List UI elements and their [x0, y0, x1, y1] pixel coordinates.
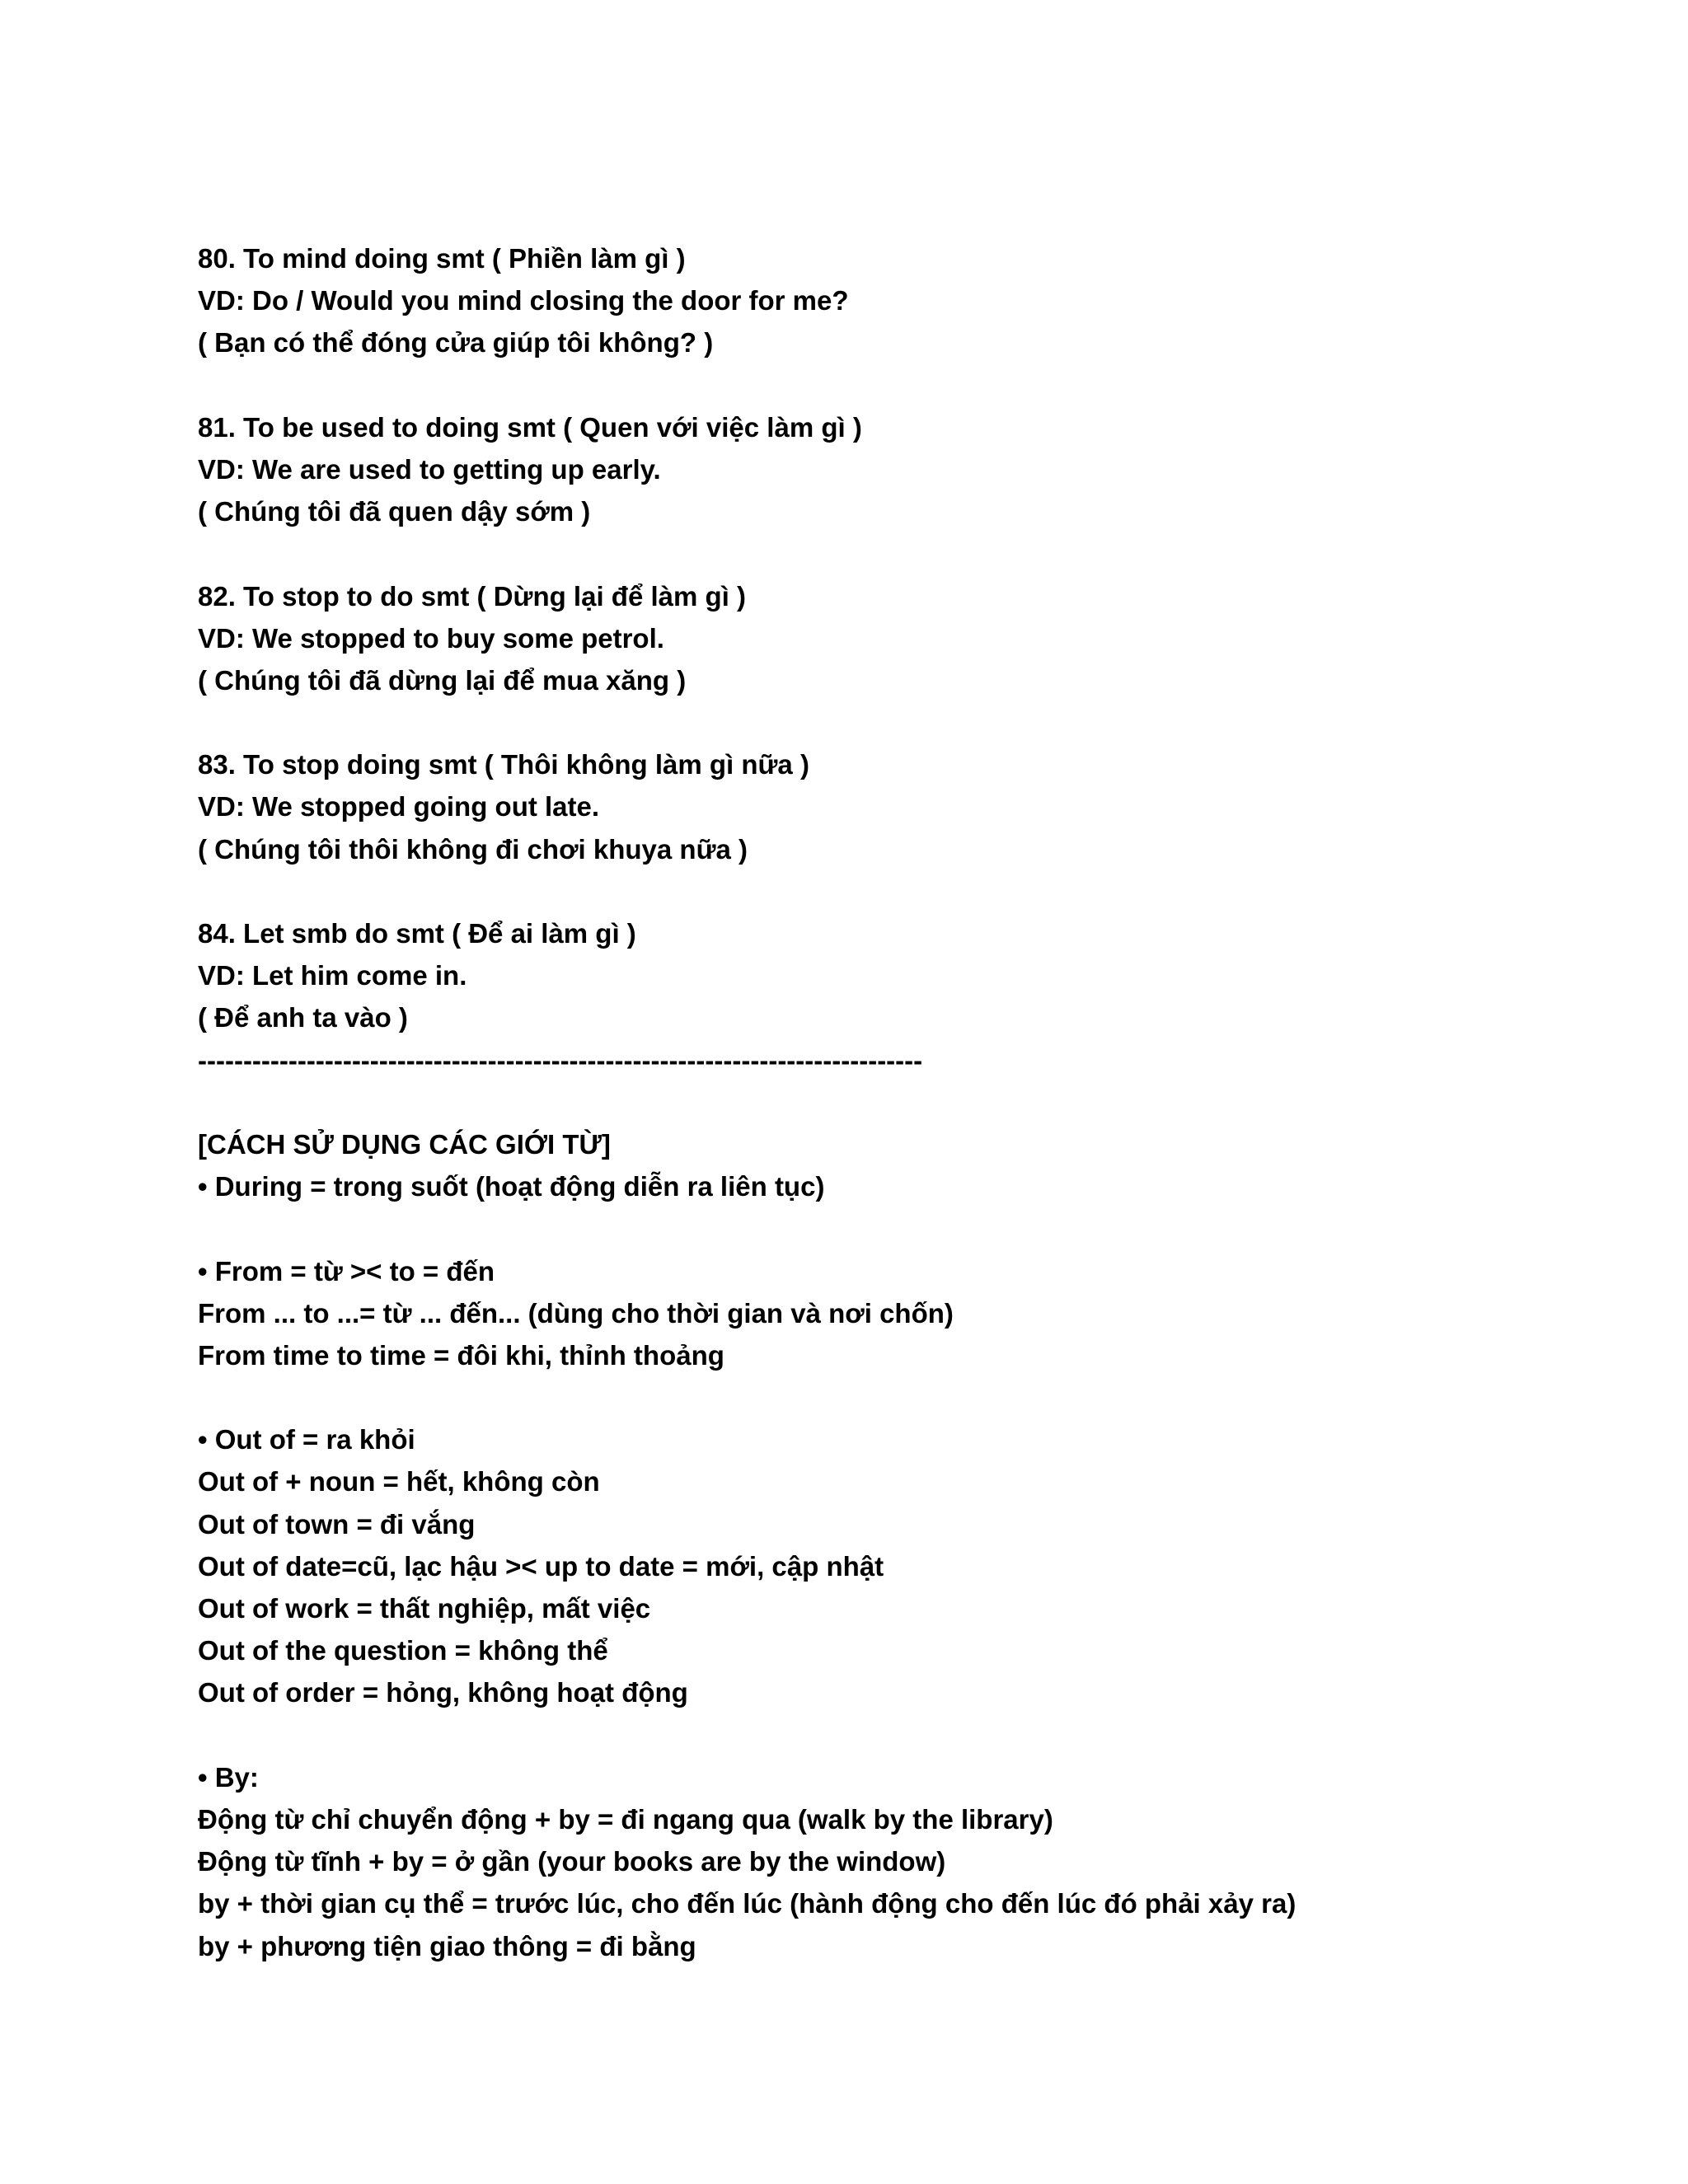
out-of-line: Out of the question = không thể: [198, 1635, 608, 1666]
section-example: VD: Do / Would you mind closing the door for me?: [198, 285, 849, 316]
out-of-line: Out of order = hỏng, không hoạt động: [198, 1677, 688, 1708]
from-line: From time to time = đôi khi, thỉnh thoảng: [198, 1339, 724, 1371]
bullet-by: • By:: [198, 1761, 259, 1793]
section-translation: ( Chúng tôi đã dừng lại để mua xăng ): [198, 664, 687, 696]
spacer: [198, 1376, 1648, 1418]
prepositions-heading: [CÁCH SỬ DỤNG CÁC GIỚI TỪ]: [198, 1128, 611, 1160]
section-title: 83. To stop doing smt ( Thôi không làm gì nữa ): [198, 749, 809, 780]
section-81: [198, 406, 1648, 533]
section-title: 82. To stop to do smt ( Dừng lại để làm gì ): [198, 580, 746, 612]
out-of-line: Out of + noun = hết, không còn: [198, 1466, 600, 1497]
by-line: Động từ tĩnh + by = ở gần (your books are by the window): [198, 1846, 946, 1877]
section-translation: ( Chúng tôi đã quen dậy sớm ): [198, 496, 591, 527]
section-translation: ( Chúng tôi thôi không đi chơi khuya nữa ): [198, 833, 748, 865]
section-title: 84. Let smb do smt ( Để ai làm gì ): [198, 918, 636, 949]
spacer: [198, 1207, 1648, 1249]
section-title: 81. To be used to doing smt ( Quen với việc làm gì ): [198, 411, 862, 443]
out-of-line: Out of town = đi vắng: [198, 1508, 476, 1540]
section-83: [198, 743, 1648, 870]
spacer: [198, 1714, 1648, 1756]
bullet-during: • During = trong suốt (hoạt động diễn ra liên tục): [198, 1171, 825, 1202]
spacer: [198, 870, 1648, 912]
section-82: [198, 575, 1648, 702]
section-translation: ( Để anh ta vào ): [198, 1002, 408, 1033]
spacer: [198, 701, 1648, 743]
section-translation: ( Bạn có thể đóng cửa giúp tôi không? ): [198, 327, 714, 359]
by-line: Động từ chỉ chuyển động + by = đi ngang qua (walk by the library): [198, 1803, 1053, 1835]
section-example: VD: We stopped going out late.: [198, 791, 600, 823]
section-example: VD: We are used to getting up early.: [198, 453, 661, 485]
section-84: [198, 912, 1648, 1039]
prepositions-section: [198, 1123, 1648, 1967]
spacer: [198, 1081, 1648, 1123]
document-content: [198, 237, 1648, 1967]
out-of-line: Out of work = thất nghiệp, mất việc: [198, 1593, 651, 1624]
bullet-from: • From = từ >< to = đến: [198, 1255, 495, 1286]
spacer: [198, 364, 1648, 406]
by-line: by + thời gian cụ thể = trước lúc, cho đến lúc (hành động cho đến lúc đó phải xảy ra): [198, 1888, 1296, 1919]
section-80: [198, 237, 1648, 364]
section-example: VD: Let him come in.: [198, 960, 467, 991]
bullet-out-of: • Out of = ra khỏi: [198, 1424, 415, 1455]
from-line: From ... to ...= từ ... đến... (dùng cho thời gian và nơi chốn): [198, 1297, 954, 1329]
spacer: [198, 532, 1648, 574]
section-example: VD: We stopped to buy some petrol.: [198, 622, 664, 654]
section-title: 80. To mind doing smt ( Phiền làm gì ): [198, 243, 686, 274]
dashed-divider: --------------------------------------------------------------------------------: [198, 1044, 923, 1076]
out-of-line: Out of date=cũ, lạc hậu >< up to date = mới, cập nhật: [198, 1550, 884, 1582]
by-line: by + phương tiện giao thông = đi bằng: [198, 1930, 696, 1961]
